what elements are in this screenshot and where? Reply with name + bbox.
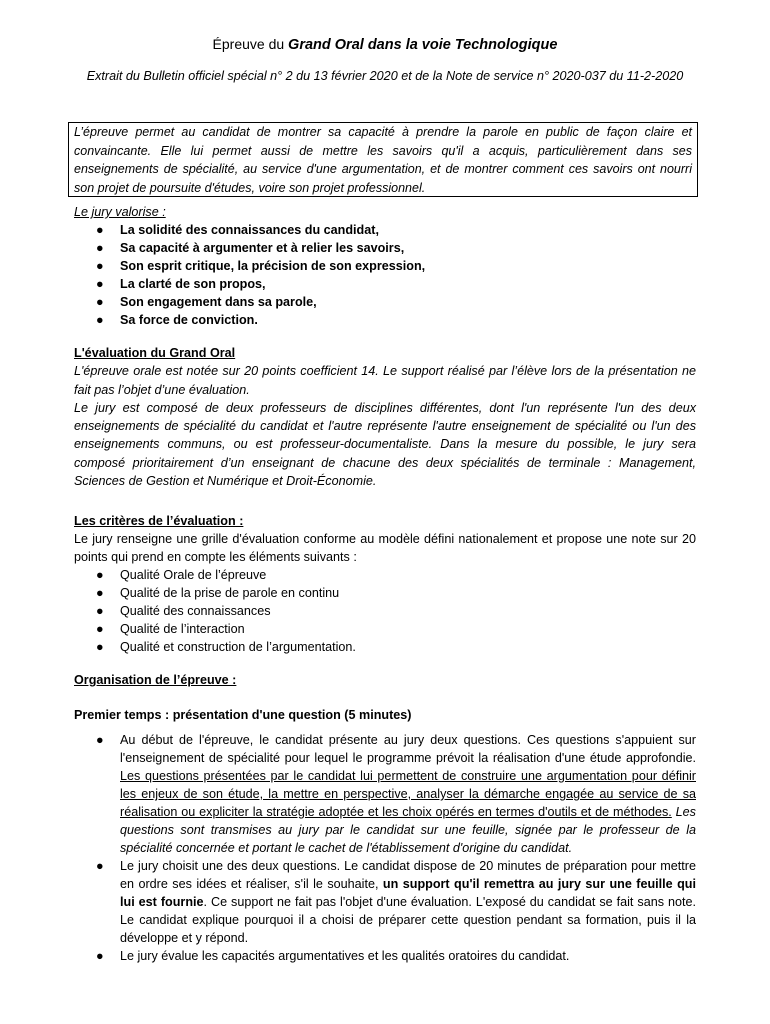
list-item: ● Son esprit critique, la précision de son expression, — [96, 259, 426, 273]
list-item: ● Son engagement dans sa parole, — [96, 295, 317, 309]
list-item: ● Qualité Orale de l’épreuve — [96, 568, 267, 582]
jury-values-heading: Le jury valorise : — [74, 205, 166, 219]
list-item: ● Qualité de l’interaction — [96, 622, 245, 636]
list-item: ● Le jury évalue les capacités argumentatives et les qualités oratoires du candidat. — [96, 949, 570, 963]
criteria-list — [74, 566, 696, 656]
evaluation-paragraph-2: Le jury est composé de deux professeurs de disciplines différentes, dont l'un représente l'un des deux enseignements de spécialité du candidat et l'autre représente l'autre enseignement de spécialité ou l'un des enseignements communs, ou est professeur-documentaliste. Dans la mesure du possible, le jury sera composé prioritairement d’un enseignant de chacune des deux spécialités de terminale : Management, Sciences de Gestion et Numérique et Droit-Économie. — [74, 400, 696, 489]
evaluation-section — [74, 344, 696, 490]
list-item: ● Qualité des connaissances — [96, 604, 271, 618]
evaluation-paragraph-1: L'épreuve orale est notée sur 20 points coefficient 14. Le support réalisé par l’élève lors de la présentation ne fait pas l’objet d’une évaluation. — [74, 364, 696, 397]
title-main: Grand Oral dans la voie Technologique — [288, 37, 558, 53]
list-item: ● La solidité des connaissances du candidat, — [96, 223, 379, 237]
list-item: ● Sa capacité à argumenter et à relier les savoirs, — [96, 241, 405, 255]
jury-values-section — [74, 203, 696, 329]
list-item: ● Au début de l'épreuve, le candidat présente au jury deux questions. Ces questions s'appuient sur l'enseignement de spécialité pour lequel le programme prévoit la réalisation d'une étude approfondie. Les questions présentées par le candidat lui permettent de construire une argumentation pour définir les enjeux de son étude, la mettre en perspective, analyser la démarche engagée au service de sa réalisation ou expliciter la stratégie adoptée et les choix opérés en termes d'outils et de méthodes. Les questions sont transmises au jury par le candidat sur une feuille, signée par le professeur de la spécialité concernée et portant le cachet de l'établissement d'origine du candidat. — [96, 733, 696, 855]
criteria-section — [74, 512, 696, 656]
criteria-intro: Le jury renseigne une grille d'évaluation conforme au modèle défini nationalement et propose une note sur 20 points qui prend en compte les éléments suivants : — [74, 532, 696, 564]
organisation-heading: Organisation de l’épreuve : — [74, 673, 237, 687]
organisation-list — [74, 731, 696, 965]
title-prefix: Épreuve du — [212, 36, 289, 52]
subtitle: Extrait du Bulletin officiel spécial n° 2 du 13 février 2020 et de la Note de service n° 2020-037 du 11-2-2020 — [86, 69, 684, 83]
criteria-heading: Les critères de l’évaluation : — [74, 514, 244, 528]
evaluation-heading: L'évaluation du Grand Oral — [74, 346, 236, 360]
list-item: ● Le jury choisit une des deux questions. Le candidat dispose de 20 minutes de préparation pour mettre en ordre ses idées et réaliser, s'il le souhaite, un support qu'il remettra au jury sur une feuille qui lui est fournie. Ce support ne fait pas l'objet d'une évaluation. L'exposé du candidat se fait sans note. Le candidat explique pourquoi il a choisi de préparer cette question pendant sa formation, puis il la développe et y répond. — [96, 859, 696, 945]
list-item: ● Qualité de la prise de parole en continu — [96, 586, 340, 600]
intro-box: L’épreuve permet au candidat de montrer sa capacité à prendre la parole en public de façon claire et convaincante. Elle lui permet aussi de mettre les savoirs qu'il a acquis, particulièrement dans ses enseignements de spécialité, au service d'une argumentation, et de montrer comment ces savoirs ont nourri son projet de poursuite d'études, voire son projet professionnel. — [68, 122, 698, 197]
list-item: ● Sa force de conviction. — [96, 313, 258, 327]
page-title — [0, 36, 770, 53]
organisation-list-container — [74, 731, 696, 965]
first-time-heading: Premier temps : présentation d'une question (5 minutes) — [74, 708, 412, 722]
jury-values-list — [74, 221, 696, 329]
list-item: ● Qualité et construction de l’argumentation. — [96, 640, 356, 654]
list-item: ● La clarté de son propos, — [96, 277, 266, 291]
